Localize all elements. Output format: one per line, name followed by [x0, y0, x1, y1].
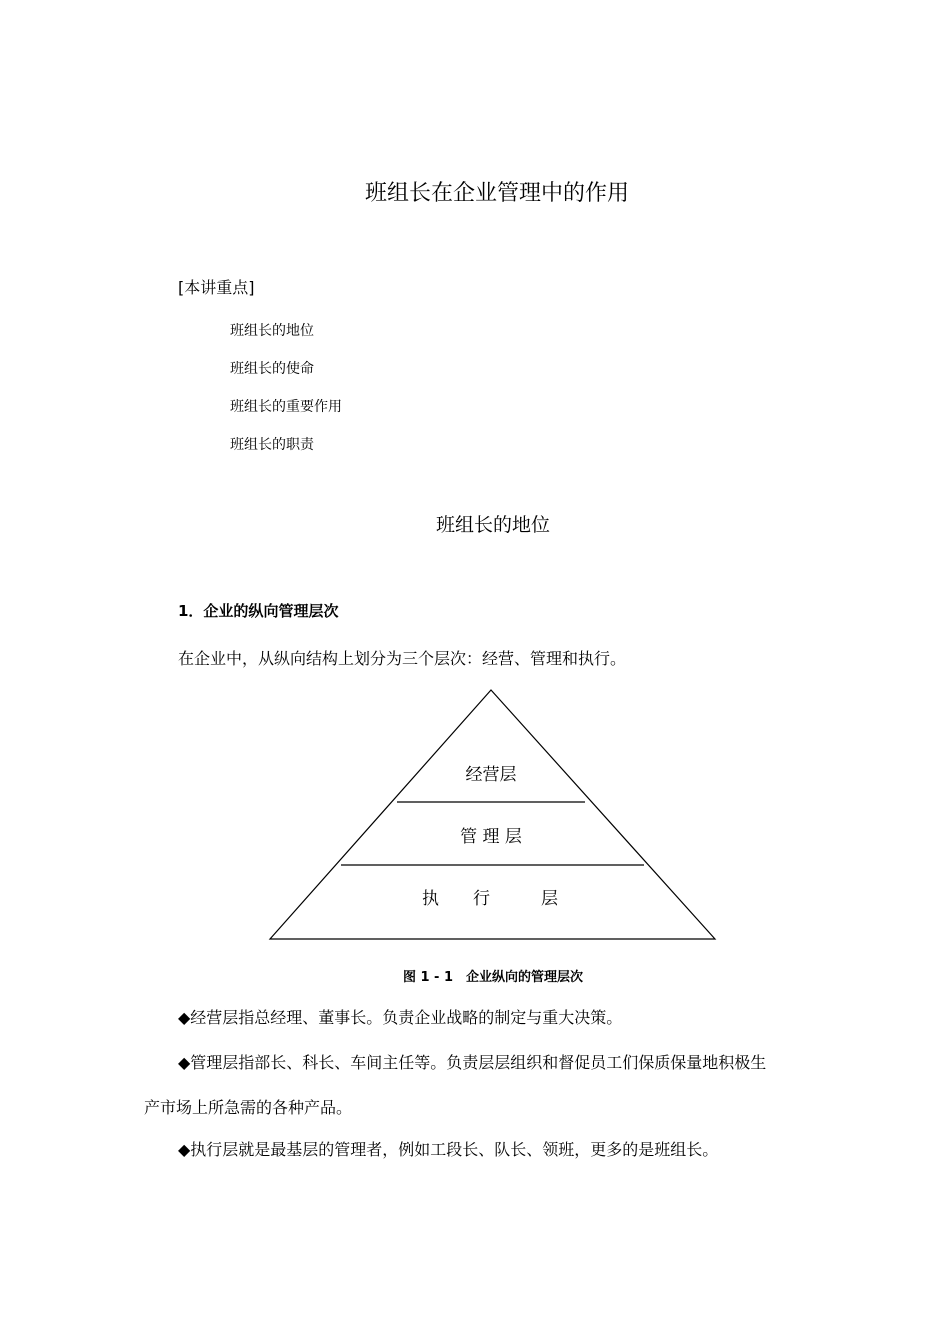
paragraph-execution-layer: ◆执行层就是最基层的管理者，例如工段长、队长、领班，更多的是班组长。	[178, 1140, 719, 1159]
subsection-intro: 在企业中，从纵向结构上划分为三个层次：经营、管理和执行。	[178, 649, 627, 668]
tier-label-bottom: 执 行 层	[422, 889, 558, 909]
focus-item: 班组长的使命	[230, 361, 314, 377]
figure-caption: 图 1 - 1 企业纵向的管理层次	[402, 970, 584, 985]
paragraph-executive-layer: ◆经营层指总经理、董事长。负责企业战略的制定与重大决策。	[178, 1008, 623, 1027]
tier-label-top: 经营层	[465, 765, 517, 785]
focus-heading: [本讲重点]	[178, 278, 255, 297]
focus-item: 班组长的重要作用	[230, 399, 342, 415]
document-title: 班组长在企业管理中的作用	[364, 181, 629, 206]
section-title: 班组长的地位	[435, 514, 550, 536]
paragraph-management-layer: ◆管理层指部长、科长、车间主任等。负责层层组织和督促员工们保质保量地积极生	[178, 1053, 767, 1072]
focus-item: 班组长的职责	[230, 437, 314, 453]
tier-label-middle: 管 理 层	[460, 827, 522, 847]
subsection-heading: 1．企业的纵向管理层次	[178, 602, 339, 620]
focus-item: 班组长的地位	[230, 323, 314, 339]
paragraph-management-layer-cont: 产市场上所急需的各种产品。	[144, 1098, 353, 1117]
